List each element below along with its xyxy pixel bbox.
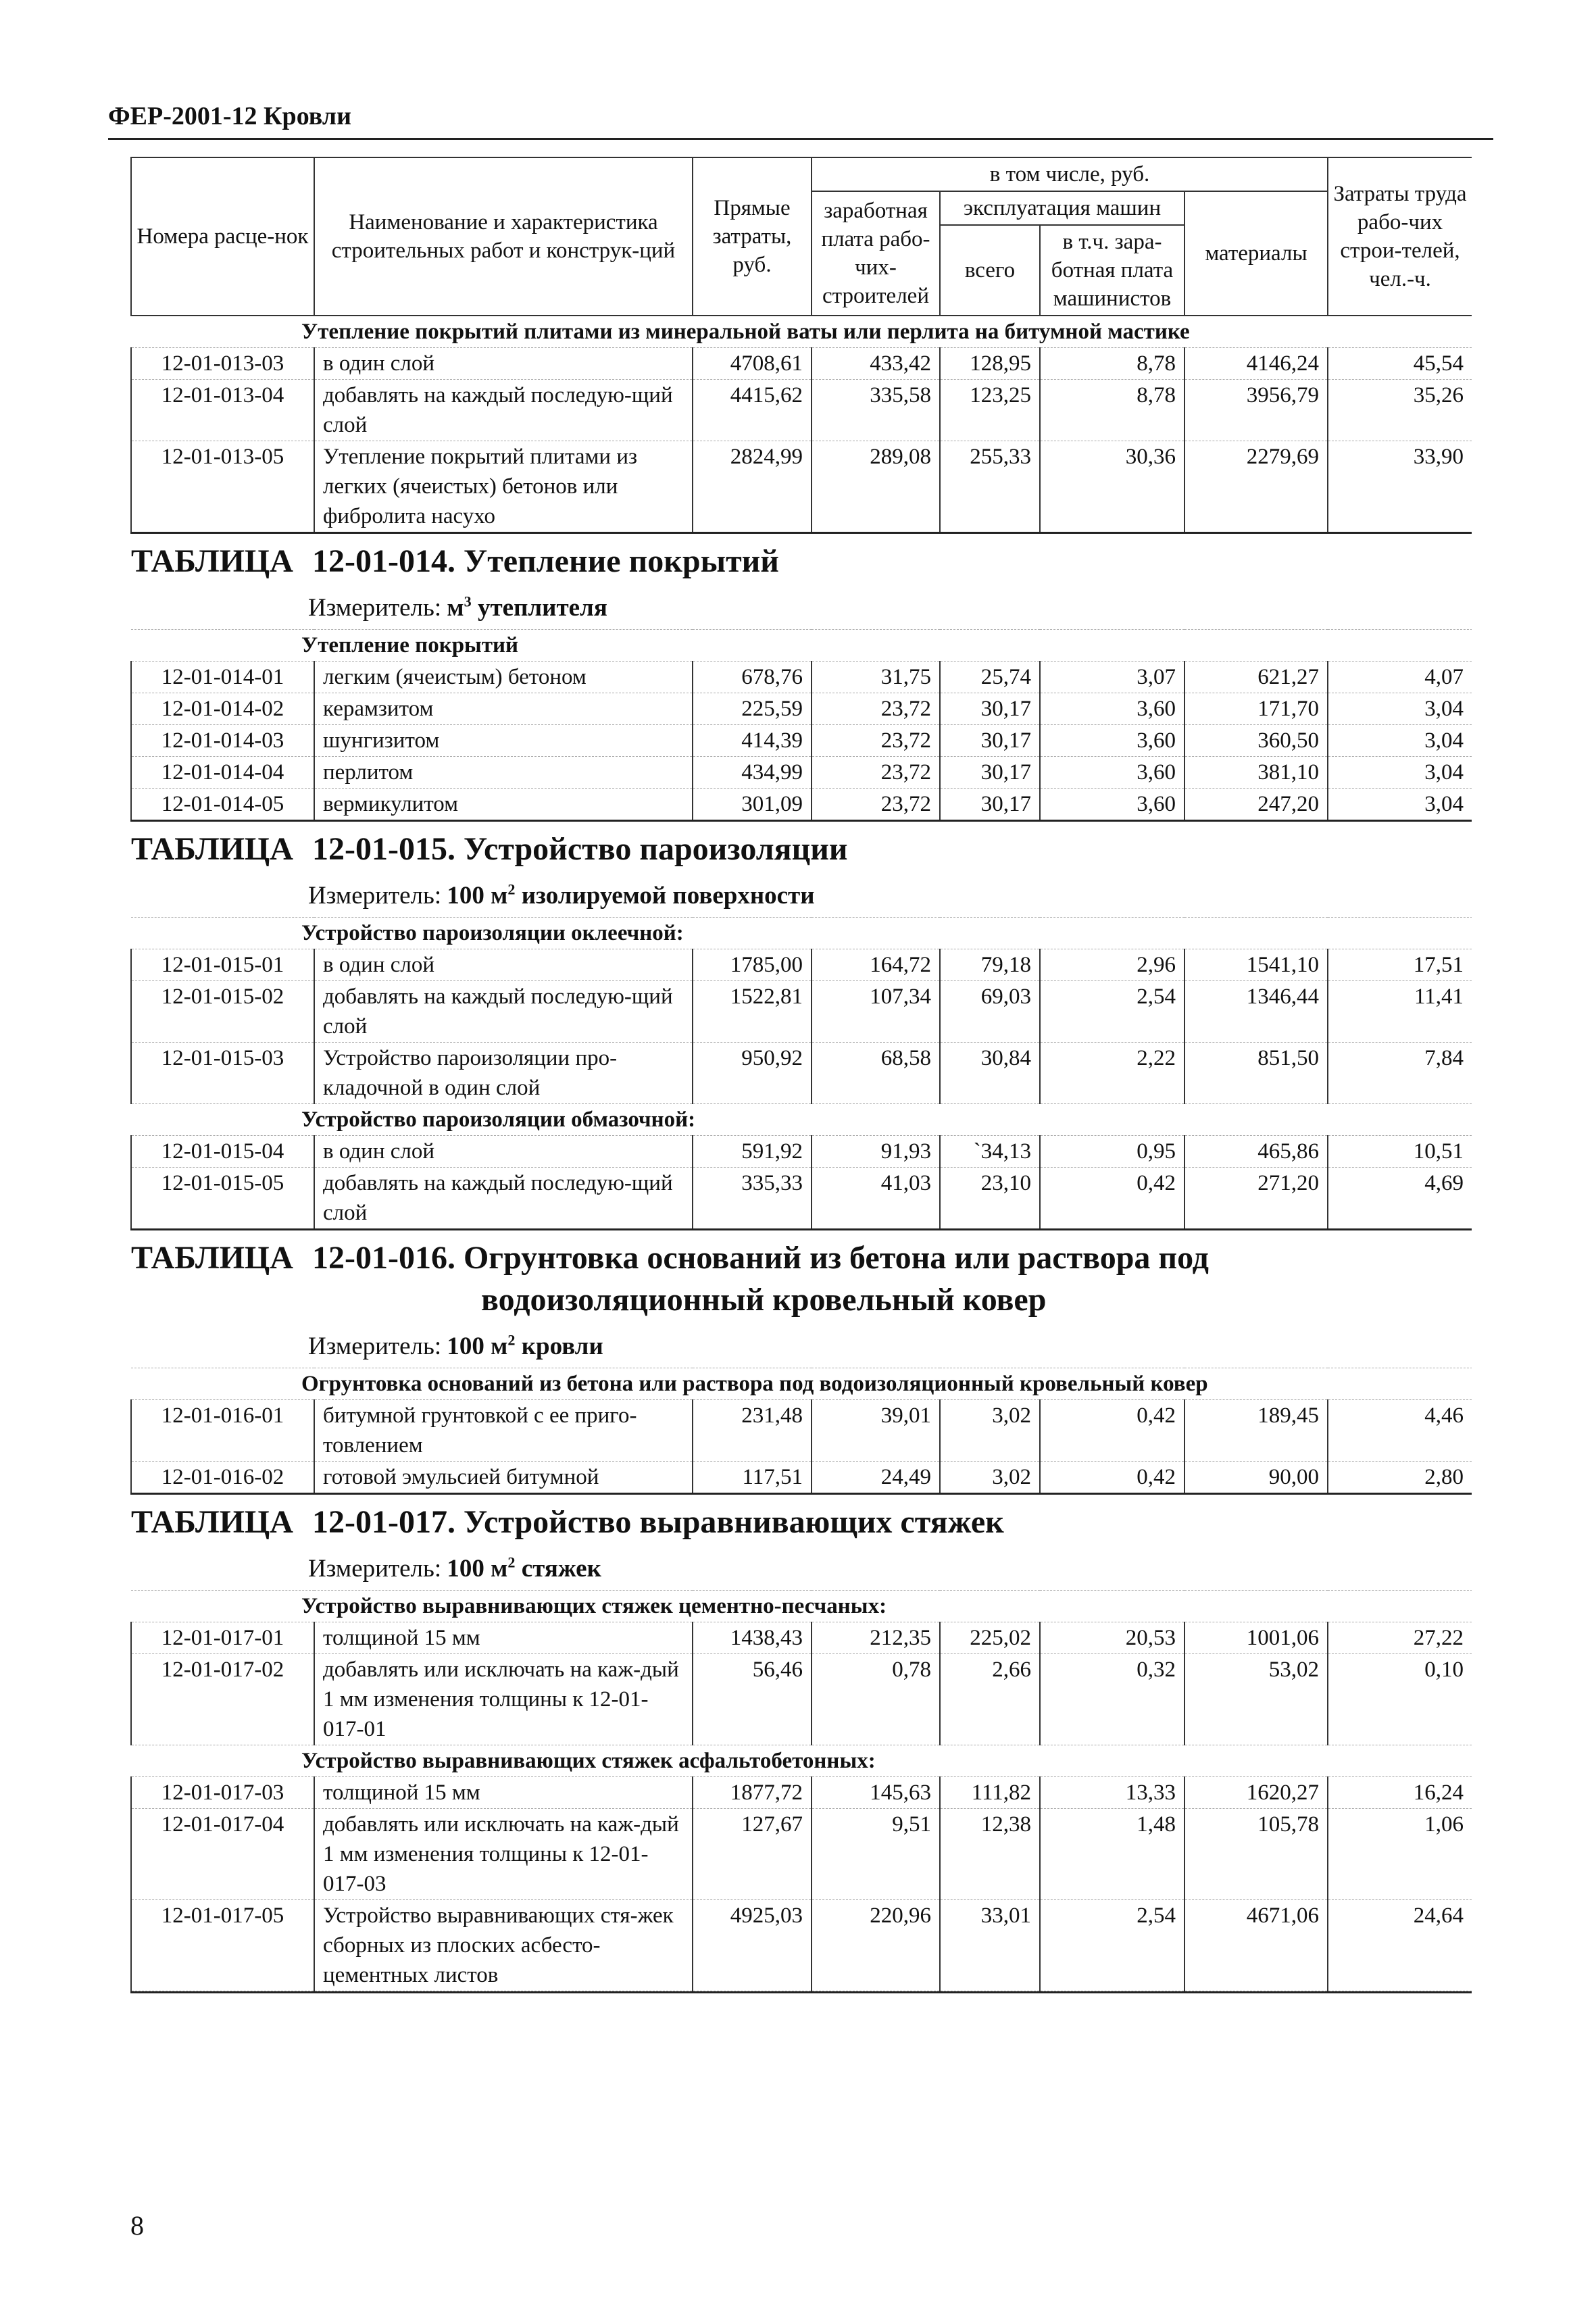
col-header-labor: Затраты труда рабо-чих строи-телей, чел.-ч. [1328, 157, 1472, 316]
table-row [131, 1462, 1472, 1494]
cell-labor: 1,06 [1328, 1809, 1472, 1900]
cell-labor: 17,51 [1328, 949, 1472, 981]
cell-labor: 7,84 [1328, 1043, 1472, 1104]
cell-mach-total: 12,38 [940, 1809, 1040, 1900]
cell-labor: 4,46 [1328, 1400, 1472, 1462]
price-table [130, 157, 1472, 1991]
measure-unit [447, 1555, 601, 1583]
table-row [131, 725, 1472, 757]
cell-mach-wages: 0,42 [1040, 1462, 1184, 1494]
cell-materials: 53,02 [1184, 1654, 1328, 1745]
table-title-row [131, 533, 1472, 586]
table-number: 12-01-015. [312, 831, 455, 867]
cell-labor: 16,24 [1328, 1777, 1472, 1809]
measure-label: Измеритель: [308, 882, 442, 910]
cell-wages: 91,93 [812, 1136, 940, 1168]
cell-direct: 2824,99 [693, 441, 812, 533]
cell-mach-total: 69,03 [940, 981, 1040, 1043]
measure-unit-base: м [447, 594, 464, 622]
rate-code: 12-01-015-01 [131, 949, 314, 981]
work-name: добавлять на каждый последую-щий слой [314, 981, 693, 1043]
cell-mach-total: 33,01 [940, 1900, 1040, 1991]
cell-materials: 1001,06 [1184, 1622, 1328, 1654]
table-title-text: Устройство пароизоляции [463, 831, 848, 867]
measure-unit-rest: изолируемой поверхности [515, 882, 815, 910]
table-label: ТАБЛИЦА [131, 831, 293, 867]
measure-label: Измеритель: [308, 594, 442, 622]
measure-unit [447, 882, 814, 910]
work-name: добавлять на каждый последую-щий слой [314, 380, 693, 441]
rate-code: 12-01-017-01 [131, 1622, 314, 1654]
cell-mach-wages: 2,54 [1040, 1900, 1184, 1991]
cell-labor: 45,54 [1328, 348, 1472, 380]
cell-wages: 289,08 [812, 441, 940, 533]
rate-code: 12-01-015-05 [131, 1168, 314, 1230]
group-heading-row [131, 1745, 1472, 1777]
cell-wages: 433,42 [812, 348, 940, 380]
rate-code: 12-01-017-03 [131, 1777, 314, 1809]
cell-wages: 23,72 [812, 725, 940, 757]
rate-code: 12-01-016-01 [131, 1400, 314, 1462]
table-number: 12-01-017. [312, 1504, 455, 1540]
cell-mach-total: 225,02 [940, 1622, 1040, 1654]
work-name: добавлять на каждый последую-щий слой [314, 1168, 693, 1230]
cell-materials: 1541,10 [1184, 949, 1328, 981]
col-header-mach-wages: в т.ч. зара-ботная плата машинистов [1040, 225, 1184, 316]
cell-labor: 0,10 [1328, 1654, 1472, 1745]
cell-mach-total: 111,82 [940, 1777, 1040, 1809]
cell-wages: 23,72 [812, 693, 940, 725]
cell-mach-total: 3,02 [940, 1462, 1040, 1494]
table-row [131, 1168, 1472, 1230]
cell-mach-wages: 2,54 [1040, 981, 1184, 1043]
work-name: в один слой [314, 1136, 693, 1168]
work-name: добавлять или исключать на каж-дый 1 мм изменения толщины к 12-01-017-01 [314, 1654, 693, 1745]
cell-direct: 1438,43 [693, 1622, 812, 1654]
measure-row [131, 585, 1472, 630]
cell-labor: 35,26 [1328, 380, 1472, 441]
price-table-area [130, 157, 1472, 2184]
rate-code: 12-01-013-04 [131, 380, 314, 441]
measure-unit-rest: кровли [515, 1333, 603, 1360]
cell-wages: 41,03 [812, 1168, 940, 1230]
cell-wages: 212,35 [812, 1622, 940, 1654]
cell-mach-wages: 3,60 [1040, 789, 1184, 821]
cell-mach-wages: 8,78 [1040, 348, 1184, 380]
table-title-text: Огрунтовка оснований из бетона или раствора под [463, 1240, 1209, 1276]
table-title-row [131, 1230, 1472, 1324]
cell-materials: 465,86 [1184, 1136, 1328, 1168]
group-heading-row [131, 918, 1472, 949]
rate-code: 12-01-015-04 [131, 1136, 314, 1168]
col-header-incl: в том числе, руб. [812, 157, 1328, 191]
table-row [131, 757, 1472, 789]
work-name: вермикулитом [314, 789, 693, 821]
work-name: Устройство выравнивающих стя-жек сборных из плоских асбесто-цементных листов [314, 1900, 693, 1991]
table-number: 12-01-016. [312, 1240, 455, 1276]
table-label: ТАБЛИЦА [131, 1504, 293, 1540]
work-name: Устройство пароизоляции про-кладочной в один слой [314, 1043, 693, 1104]
cell-direct: 434,99 [693, 757, 812, 789]
table-title [312, 828, 1434, 870]
cell-mach-total: 30,17 [940, 757, 1040, 789]
table-row [131, 1400, 1472, 1462]
table-header [131, 157, 1472, 316]
cell-labor: 3,04 [1328, 789, 1472, 821]
cell-wages: 39,01 [812, 1400, 940, 1462]
measure-unit [447, 1333, 603, 1360]
cell-materials: 3956,79 [1184, 380, 1328, 441]
cell-labor: 27,22 [1328, 1622, 1472, 1654]
cell-wages: 68,58 [812, 1043, 940, 1104]
cell-wages: 335,58 [812, 380, 940, 441]
group-heading: Утепление покрытий [131, 630, 1472, 662]
cell-materials: 851,50 [1184, 1043, 1328, 1104]
table-row [131, 1777, 1472, 1809]
cell-wages: 220,96 [812, 1900, 940, 1991]
cell-mach-total: 123,25 [940, 380, 1040, 441]
work-name: легким (ячеистым) бетоном [314, 662, 693, 693]
cell-mach-total: 2,66 [940, 1654, 1040, 1745]
group-heading: Устройство пароизоляции обмазочной: [131, 1104, 1472, 1136]
work-name: шунгизитом [314, 725, 693, 757]
cell-materials: 1346,44 [1184, 981, 1328, 1043]
cell-wages: 107,34 [812, 981, 940, 1043]
cell-direct: 4925,03 [693, 1900, 812, 1991]
rate-code: 12-01-017-02 [131, 1654, 314, 1745]
table-row [131, 981, 1472, 1043]
work-name: толщиной 15 мм [314, 1622, 693, 1654]
cell-mach-wages: 2,22 [1040, 1043, 1184, 1104]
table-title-continuation: водоизоляционный кровельный ковер [481, 1282, 1047, 1318]
rate-code: 12-01-014-02 [131, 693, 314, 725]
cell-mach-total: 128,95 [940, 348, 1040, 380]
cell-materials: 271,20 [1184, 1168, 1328, 1230]
table-title [312, 1501, 1434, 1543]
measure-unit-power: 2 [507, 880, 516, 898]
measure-unit-power: 2 [507, 1553, 516, 1571]
page-number: 8 [130, 2210, 144, 2241]
cell-direct: 1785,00 [693, 949, 812, 981]
cell-wages: 31,75 [812, 662, 940, 693]
measure-unit-rest: утеплителя [471, 594, 607, 622]
table-title [312, 541, 1434, 582]
table-row [131, 1900, 1472, 1991]
cell-wages: 9,51 [812, 1809, 940, 1900]
rate-code: 12-01-015-02 [131, 981, 314, 1043]
cell-mach-wages: 30,36 [1040, 441, 1184, 533]
table-title-row [131, 1494, 1472, 1547]
group-heading-row [131, 1104, 1472, 1136]
group-heading-row [131, 316, 1472, 348]
table-row [131, 949, 1472, 981]
group-heading-row [131, 1591, 1472, 1622]
document-header: ФЕР-2001-12 Кровли [108, 102, 351, 130]
group-heading: Утепление покрытий плитами из минеральной ваты или перлита на битумной мастике [131, 316, 1472, 348]
rate-code: 12-01-015-03 [131, 1043, 314, 1104]
cell-mach-wages: 3,07 [1040, 662, 1184, 693]
col-header-code: Номера расце-нок [131, 157, 314, 316]
cell-mach-wages: 3,60 [1040, 693, 1184, 725]
measure-unit-power: 2 [507, 1331, 516, 1349]
cell-wages: 24,49 [812, 1462, 940, 1494]
col-header-wages: заработная плата рабо-чих-строителей [812, 191, 940, 316]
work-name: добавлять или исключать на каж-дый 1 мм изменения толщины к 12-01-017-03 [314, 1809, 693, 1900]
rate-code: 12-01-013-05 [131, 441, 314, 533]
rate-code: 12-01-014-04 [131, 757, 314, 789]
work-name: Утепление покрытий плитами из легких (ячеистых) бетонов или фибролита насухо [314, 441, 693, 533]
cell-materials: 247,20 [1184, 789, 1328, 821]
cell-mach-wages: 2,96 [1040, 949, 1184, 981]
cell-direct: 231,48 [693, 1400, 812, 1462]
table-label: ТАБЛИЦА [131, 543, 293, 579]
table-row [131, 348, 1472, 380]
measure-row [131, 1546, 1472, 1591]
cell-direct: 4708,61 [693, 348, 812, 380]
cell-labor: 10,51 [1328, 1136, 1472, 1168]
table-title-row [131, 821, 1472, 874]
rate-code: 12-01-017-04 [131, 1809, 314, 1900]
cell-materials: 2279,69 [1184, 441, 1328, 533]
cell-mach-total: 30,17 [940, 789, 1040, 821]
col-header-direct: Прямые затраты, руб. [693, 157, 812, 316]
rate-code: 12-01-016-02 [131, 1462, 314, 1494]
measure-unit [447, 594, 607, 622]
header-rule [108, 138, 1493, 140]
work-name: керамзитом [314, 693, 693, 725]
rate-code: 12-01-013-03 [131, 348, 314, 380]
table-row [131, 662, 1472, 693]
group-heading-row [131, 630, 1472, 662]
col-header-name: Наименование и характеристика строительных работ и конструк-ций [314, 157, 693, 316]
measure-unit-base: 100 м [447, 1555, 508, 1583]
cell-direct: 225,59 [693, 693, 812, 725]
cell-mach-total: 255,33 [940, 441, 1040, 533]
cell-wages: 23,72 [812, 757, 940, 789]
cell-direct: 678,76 [693, 662, 812, 693]
cell-labor: 3,04 [1328, 725, 1472, 757]
cell-direct: 117,51 [693, 1462, 812, 1494]
table-label: ТАБЛИЦА [131, 1240, 293, 1276]
cell-mach-wages: 20,53 [1040, 1622, 1184, 1654]
col-header-machines: эксплуатация машин [940, 191, 1184, 225]
table-row [131, 1622, 1472, 1654]
col-header-materials: материалы [1184, 191, 1328, 316]
table-row [131, 1654, 1472, 1745]
cell-labor: 2,80 [1328, 1462, 1472, 1494]
cell-mach-wages: 0,42 [1040, 1168, 1184, 1230]
cell-materials: 4146,24 [1184, 348, 1328, 380]
cell-mach-wages: 0,95 [1040, 1136, 1184, 1168]
table-row [131, 789, 1472, 821]
cell-mach-total: 3,02 [940, 1400, 1040, 1462]
cell-wages: 164,72 [812, 949, 940, 981]
cell-mach-wages: 8,78 [1040, 380, 1184, 441]
cell-direct: 1877,72 [693, 1777, 812, 1809]
cell-materials: 381,10 [1184, 757, 1328, 789]
cell-mach-total: 79,18 [940, 949, 1040, 981]
cell-wages: 0,78 [812, 1654, 940, 1745]
measure-label: Измеритель: [308, 1555, 442, 1583]
group-heading: Устройство выравнивающих стяжек цементно-песчаных: [131, 1591, 1472, 1622]
table-row [131, 1136, 1472, 1168]
cell-mach-total: 25,74 [940, 662, 1040, 693]
cell-materials: 4671,06 [1184, 1900, 1328, 1991]
cell-direct: 414,39 [693, 725, 812, 757]
cell-labor: 4,07 [1328, 662, 1472, 693]
cell-direct: 4415,62 [693, 380, 812, 441]
work-name: в один слой [314, 348, 693, 380]
cell-mach-wages: 1,48 [1040, 1809, 1184, 1900]
work-name: готовой эмульсией битумной [314, 1462, 693, 1494]
cell-direct: 127,67 [693, 1809, 812, 1900]
table-row [131, 1043, 1472, 1104]
cell-direct: 1522,81 [693, 981, 812, 1043]
cell-mach-total: `34,13 [940, 1136, 1040, 1168]
cell-direct: 335,33 [693, 1168, 812, 1230]
cell-direct: 950,92 [693, 1043, 812, 1104]
cell-mach-wages: 3,60 [1040, 757, 1184, 789]
col-header-mach-total: всего [940, 225, 1040, 316]
measure-row [131, 1324, 1472, 1368]
cell-mach-total: 23,10 [940, 1168, 1040, 1230]
rate-code: 12-01-017-05 [131, 1900, 314, 1991]
cell-labor: 24,64 [1328, 1900, 1472, 1991]
table-bottom-rule [130, 1991, 1472, 1993]
cell-materials: 621,27 [1184, 662, 1328, 693]
cell-mach-wages: 0,42 [1040, 1400, 1184, 1462]
cell-mach-total: 30,17 [940, 693, 1040, 725]
work-name: толщиной 15 мм [314, 1777, 693, 1809]
cell-materials: 171,70 [1184, 693, 1328, 725]
work-name: битумной грунтовкой с ее приго-товлением [314, 1400, 693, 1462]
group-heading: Огрунтовка оснований из бетона или раствора под водоизоляционный кровельный ковер [131, 1368, 1472, 1400]
cell-mach-wages: 3,60 [1040, 725, 1184, 757]
rate-code: 12-01-014-03 [131, 725, 314, 757]
cell-mach-wages: 0,32 [1040, 1654, 1184, 1745]
group-heading: Устройство пароизоляции оклеечной: [131, 918, 1472, 949]
rate-code: 12-01-014-01 [131, 662, 314, 693]
table-body [131, 316, 1472, 1991]
cell-materials: 189,45 [1184, 1400, 1328, 1462]
rate-code: 12-01-014-05 [131, 789, 314, 821]
cell-mach-total: 30,17 [940, 725, 1040, 757]
cell-direct: 591,92 [693, 1136, 812, 1168]
cell-labor: 3,04 [1328, 757, 1472, 789]
table-row [131, 441, 1472, 533]
table-row [131, 1809, 1472, 1900]
table-number: 12-01-014. [312, 543, 455, 579]
measure-unit-base: 100 м [447, 1333, 508, 1360]
cell-materials: 360,50 [1184, 725, 1328, 757]
table-row [131, 380, 1472, 441]
cell-labor: 33,90 [1328, 441, 1472, 533]
work-name: в один слой [314, 949, 693, 981]
measure-label: Измеритель: [308, 1333, 442, 1360]
measure-unit-rest: стяжек [515, 1555, 601, 1583]
cell-wages: 23,72 [812, 789, 940, 821]
cell-materials: 90,00 [1184, 1462, 1328, 1494]
cell-labor: 3,04 [1328, 693, 1472, 725]
table-row [131, 693, 1472, 725]
measure-row [131, 873, 1472, 918]
cell-wages: 145,63 [812, 1777, 940, 1809]
cell-labor: 4,69 [1328, 1168, 1472, 1230]
work-name: перлитом [314, 757, 693, 789]
table-title-text: Устройство выравнивающих стяжек [463, 1504, 1004, 1540]
cell-mach-wages: 13,33 [1040, 1777, 1184, 1809]
measure-unit-base: 100 м [447, 882, 508, 910]
group-heading: Устройство выравнивающих стяжек асфальтобетонных: [131, 1745, 1472, 1777]
cell-mach-total: 30,84 [940, 1043, 1040, 1104]
cell-direct: 301,09 [693, 789, 812, 821]
cell-materials: 1620,27 [1184, 1777, 1328, 1809]
table-title-text: Утепление покрытий [463, 543, 779, 579]
cell-direct: 56,46 [693, 1654, 812, 1745]
cell-labor: 11,41 [1328, 981, 1472, 1043]
measure-unit-power: 3 [464, 593, 472, 610]
cell-materials: 105,78 [1184, 1809, 1328, 1900]
table-title [312, 1237, 1434, 1321]
group-heading-row [131, 1368, 1472, 1400]
